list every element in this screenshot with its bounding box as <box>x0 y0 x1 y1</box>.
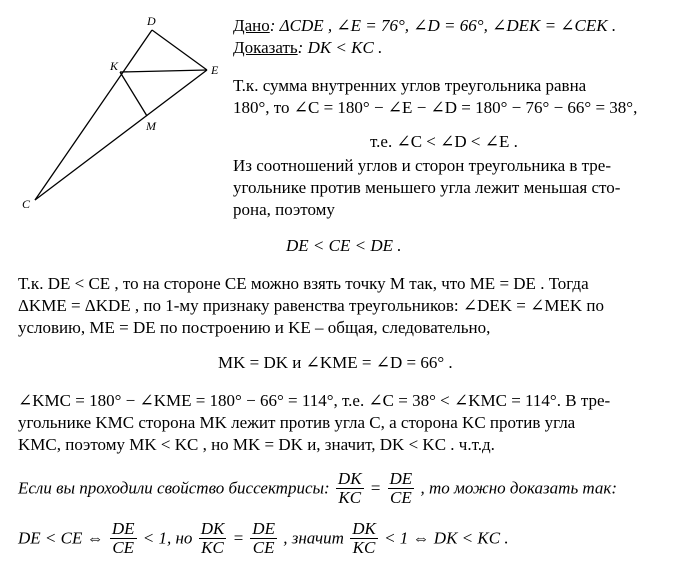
para4-line2: угольнике KMC сторона MK лежит против угла C, а сторона KC против угла <box>18 413 576 432</box>
frac-num: DE <box>389 469 413 488</box>
final-start: DE < CE ⇔ <box>18 528 104 548</box>
frac-num: DK <box>200 519 225 538</box>
para3-line1: Т.к. DE < CE , то на стороне CE можно взять точку M так, что ME = DE . Тогда <box>18 274 589 293</box>
para2-line3: рона, поэтому <box>233 200 335 219</box>
final-line <box>18 520 509 557</box>
frac-num: DE <box>111 519 135 538</box>
frac-den: CE <box>252 538 275 557</box>
side-cd <box>35 30 152 200</box>
frac-den: KC <box>352 538 376 557</box>
given-line <box>233 16 616 36</box>
para2-line1: Из соотношений углов и сторон треугольника в тре- <box>233 156 612 175</box>
frac-den: KC <box>201 538 224 557</box>
final-fraction-1 <box>110 520 137 557</box>
final-t1: < 1, но <box>142 528 193 548</box>
para1-line2: 180°, то ∠C = 180° − ∠E − ∠D = 180° − 76° − 66° = 38°, <box>233 98 638 117</box>
te1: т.е. ∠C < ∠D < ∠E . <box>370 132 518 151</box>
final-t2: = <box>232 528 245 548</box>
para4-line3: KMC, поэтому MK < KC , но MK = DK и, значит, DK < KC . ч.т.д. <box>18 435 495 454</box>
frac-den: CE <box>112 538 135 557</box>
final-fraction-4 <box>350 520 378 557</box>
side-ce <box>35 70 207 200</box>
prove-label: Доказать <box>233 38 298 57</box>
label-e: E <box>211 63 219 77</box>
prove-text: : DK < KC . <box>297 38 383 57</box>
bisector-ek <box>120 70 207 72</box>
bisector-fraction-1 <box>336 470 364 507</box>
given-label: Дано <box>233 16 270 35</box>
frac-den: CE <box>390 488 412 507</box>
label-k: K <box>110 59 119 73</box>
para3-line2: ΔKME = ΔKDE , по 1-му признаку равенства треугольников: ∠DEK = ∠MEK по <box>18 296 604 315</box>
final-t3: , значит <box>283 528 344 548</box>
bisector-line <box>18 470 617 507</box>
frac-num: DK <box>337 469 362 488</box>
final-fraction-2 <box>199 520 227 557</box>
given-text: : ΔCDE , ∠E = 76°, ∠D = 66°, ∠DEK = ∠CEK . <box>269 16 617 35</box>
para2-line2: угольнике против меньшего угла лежит меньшая сто- <box>233 178 621 197</box>
eq2: MK = DK и ∠KME = ∠D = 66° . <box>218 353 453 372</box>
bisector-eq: = <box>369 478 382 498</box>
bisector-fraction-2 <box>388 470 415 507</box>
label-c: C <box>22 197 31 211</box>
frac-den: KC <box>338 488 362 507</box>
label-m: M <box>146 119 156 133</box>
para4-line1: ∠KMC = 180° − ∠KME = 180° − 66° = 114°, т.е. ∠C = 38° < ∠KMC = 114°. В тре- <box>18 391 611 410</box>
prove-line <box>233 38 382 58</box>
bisector-before: Если вы проходили свойство биссектрисы: <box>18 478 330 498</box>
bisector-after: , то можно доказать так: <box>420 478 618 498</box>
final-t4: < 1 ⇔ DK < KC . <box>384 528 509 548</box>
frac-num: DE <box>252 519 275 538</box>
para1-line1: Т.к. сумма внутренних углов треугольника равна <box>233 76 587 95</box>
triangle-figure <box>0 0 240 220</box>
segment-km <box>120 72 147 116</box>
label-d: D <box>147 14 156 28</box>
side-de <box>152 30 207 70</box>
final-fraction-3 <box>250 520 277 557</box>
eq1: DE < CE < DE . <box>286 236 402 255</box>
para3-line3: условию, ME = DE по построению и KE – общая, следовательно, <box>18 318 491 337</box>
frac-num: DK <box>352 519 376 538</box>
